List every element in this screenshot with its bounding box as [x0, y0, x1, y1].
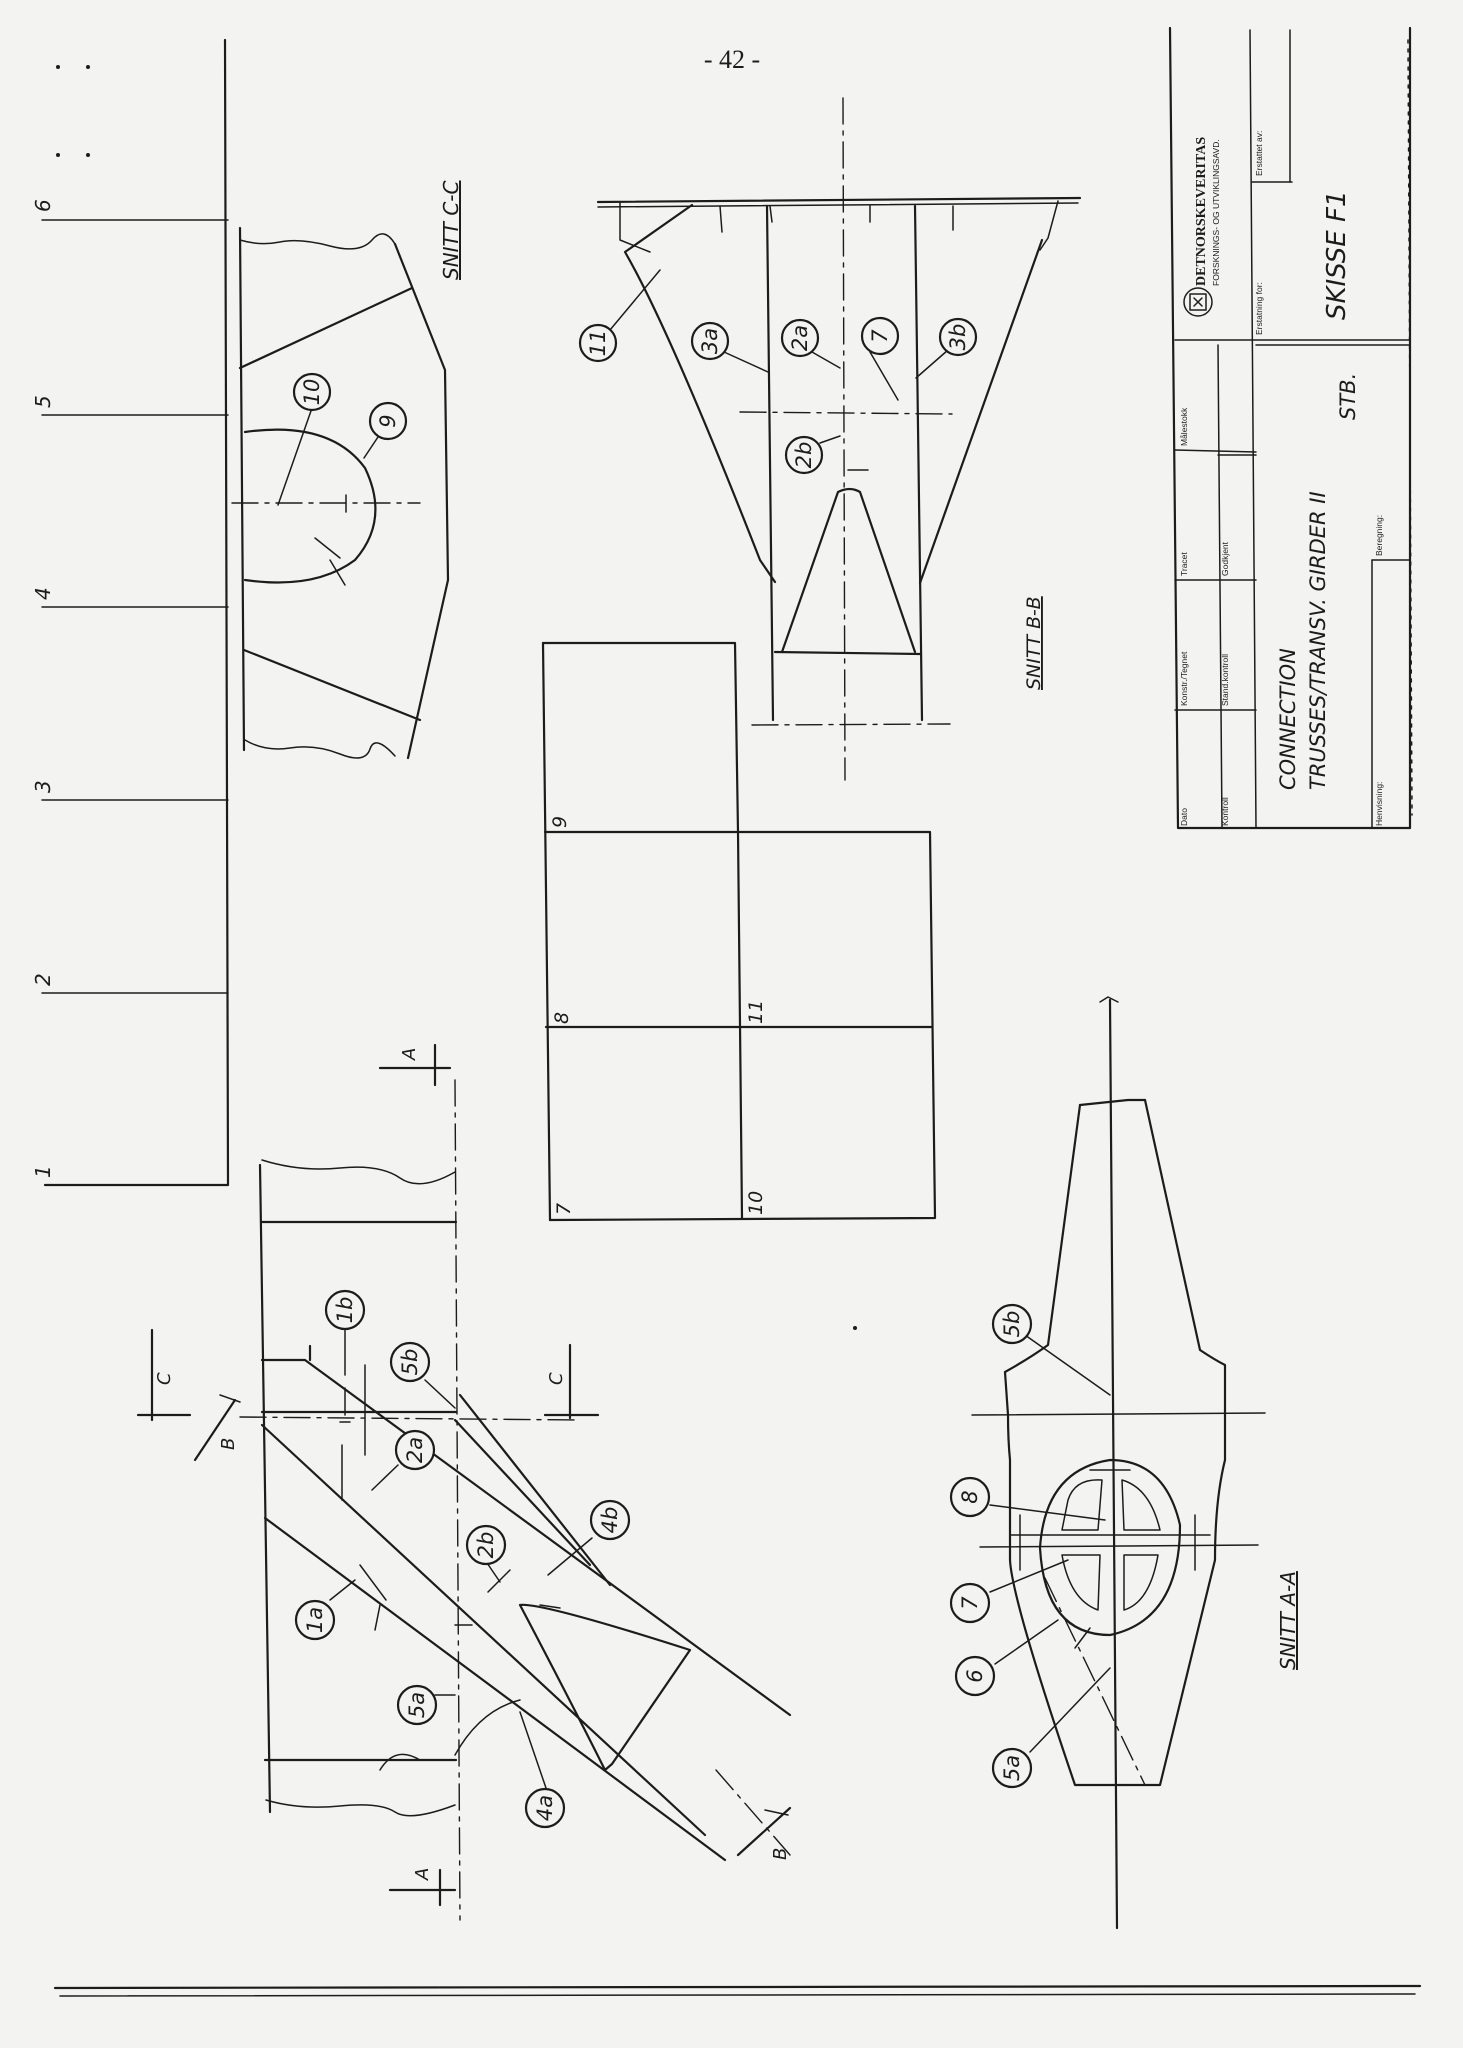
svg-text:8: 8: [958, 1490, 982, 1504]
field-henvisning: Henvisning:: [1374, 781, 1384, 826]
margin-number-3: 3: [31, 780, 55, 793]
svg-text:7: 7: [868, 329, 892, 343]
company-name: DETNORSKEVERITAS: [1194, 136, 1209, 286]
grid-number-8: 8: [551, 1011, 573, 1024]
callout-3a: [692, 323, 768, 372]
callout-4a: [520, 1712, 564, 1827]
field-dato: Dato: [1179, 808, 1189, 826]
callout-2a: [782, 320, 840, 368]
svg-text:5a: 5a: [1000, 1754, 1024, 1782]
svg-text:4b: 4b: [598, 1506, 622, 1534]
callout-10: [278, 374, 330, 505]
field-tracet: Tracet: [1179, 552, 1189, 576]
section-cc-label: SNITT C-C: [439, 180, 463, 280]
callout-9: [364, 403, 406, 458]
field-malestokk: Målestokk: [1179, 407, 1189, 446]
callout-2b: [467, 1526, 505, 1582]
grid-number-11: 11: [745, 999, 767, 1024]
field-beregning: Beregning:: [1374, 514, 1384, 556]
erstatning-for-label: Erstatning for:: [1254, 282, 1264, 335]
section-mark-c-left: C: [154, 1372, 175, 1385]
company-logo: [1184, 288, 1212, 316]
section-aa-view: [951, 997, 1300, 1928]
svg-text:11: 11: [586, 329, 610, 357]
margin-number-5: 5: [31, 395, 55, 408]
svg-text:4a: 4a: [533, 1794, 557, 1822]
callout-5a: [993, 1668, 1110, 1787]
grid-number-7: 7: [553, 1202, 575, 1215]
drawing-title-line-1: CONNECTION: [1276, 648, 1300, 790]
company-subtitle: FORSKNINGS- OG UTVIKLINGSAVD.: [1211, 139, 1221, 286]
section-mark-b-left: B: [218, 1437, 239, 1450]
field-stand-kontroll: Stand.kontroll: [1220, 654, 1230, 706]
callout-11: [580, 270, 660, 361]
svg-text:2b: 2b: [474, 1531, 498, 1559]
callout-8: [951, 1478, 1105, 1520]
svg-text:5b: 5b: [1000, 1310, 1024, 1338]
svg-text:2a: 2a: [403, 1436, 427, 1464]
margin-number-4: 4: [31, 587, 55, 600]
field-konstr-tegnet: Konstr./Tegnet: [1179, 651, 1189, 706]
callout-3b: [916, 319, 976, 378]
margin-number-6: 6: [31, 199, 55, 212]
section-bb-view: [580, 98, 1080, 780]
callout-5a: [398, 1686, 455, 1724]
grid-number-10: 10: [745, 1190, 767, 1215]
connection-elevation-view: [138, 1045, 791, 1920]
svg-text:2a: 2a: [788, 324, 812, 352]
title-block: [1170, 28, 1412, 828]
callout-2a: [372, 1431, 434, 1490]
margin-number-2: 2: [31, 973, 55, 986]
erstattet-av-label: Erstattet av:: [1254, 130, 1264, 176]
svg-text:5a: 5a: [405, 1691, 429, 1719]
drawing-title-line-2: TRUSSES/TRANSV. GIRDER II: [1306, 491, 1330, 790]
margin-number-1: 1: [31, 1165, 55, 1178]
svg-text:5b: 5b: [398, 1348, 422, 1376]
svg-text:9: 9: [376, 414, 400, 428]
drawing-title-line-3: STB.: [1336, 372, 1360, 420]
section-mark-a-top: A: [399, 1047, 420, 1060]
svg-text:3b: 3b: [946, 323, 970, 351]
svg-text:3a: 3a: [698, 327, 722, 355]
section-mark-a-bottom: A: [412, 1867, 433, 1880]
grid-number-9: 9: [549, 815, 571, 828]
callout-1a: [296, 1580, 355, 1639]
svg-text:1a: 1a: [303, 1606, 327, 1634]
field-kontroll: Kontroll: [1220, 797, 1230, 826]
page-number: - 42 -: [703, 45, 761, 74]
callout-2b: [786, 436, 840, 473]
callout-7: [862, 318, 898, 400]
section-cc-view: [232, 180, 463, 758]
bottom-border: [55, 1986, 1420, 1996]
section-mark-c-right: C: [546, 1372, 567, 1385]
svg-text:6: 6: [963, 1669, 987, 1683]
callout-7: [951, 1560, 1068, 1622]
field-godkjent: Godkjent: [1220, 541, 1230, 576]
callout-1b: [326, 1291, 364, 1375]
left-margin-panel: [31, 40, 228, 1185]
svg-text:2b: 2b: [792, 441, 816, 469]
callout-5b: [391, 1343, 455, 1408]
section-mark-b-right: B: [770, 1847, 791, 1860]
section-bb-label: SNITT B-B: [1023, 596, 1045, 690]
svg-text:7: 7: [958, 1596, 982, 1610]
svg-text:1b: 1b: [333, 1296, 357, 1324]
grid-table: [543, 643, 935, 1220]
section-aa-label: SNITT A-A: [1276, 1571, 1300, 1670]
sketch-number: SKISSE F1: [1322, 190, 1352, 320]
svg-text:10: 10: [300, 378, 324, 406]
